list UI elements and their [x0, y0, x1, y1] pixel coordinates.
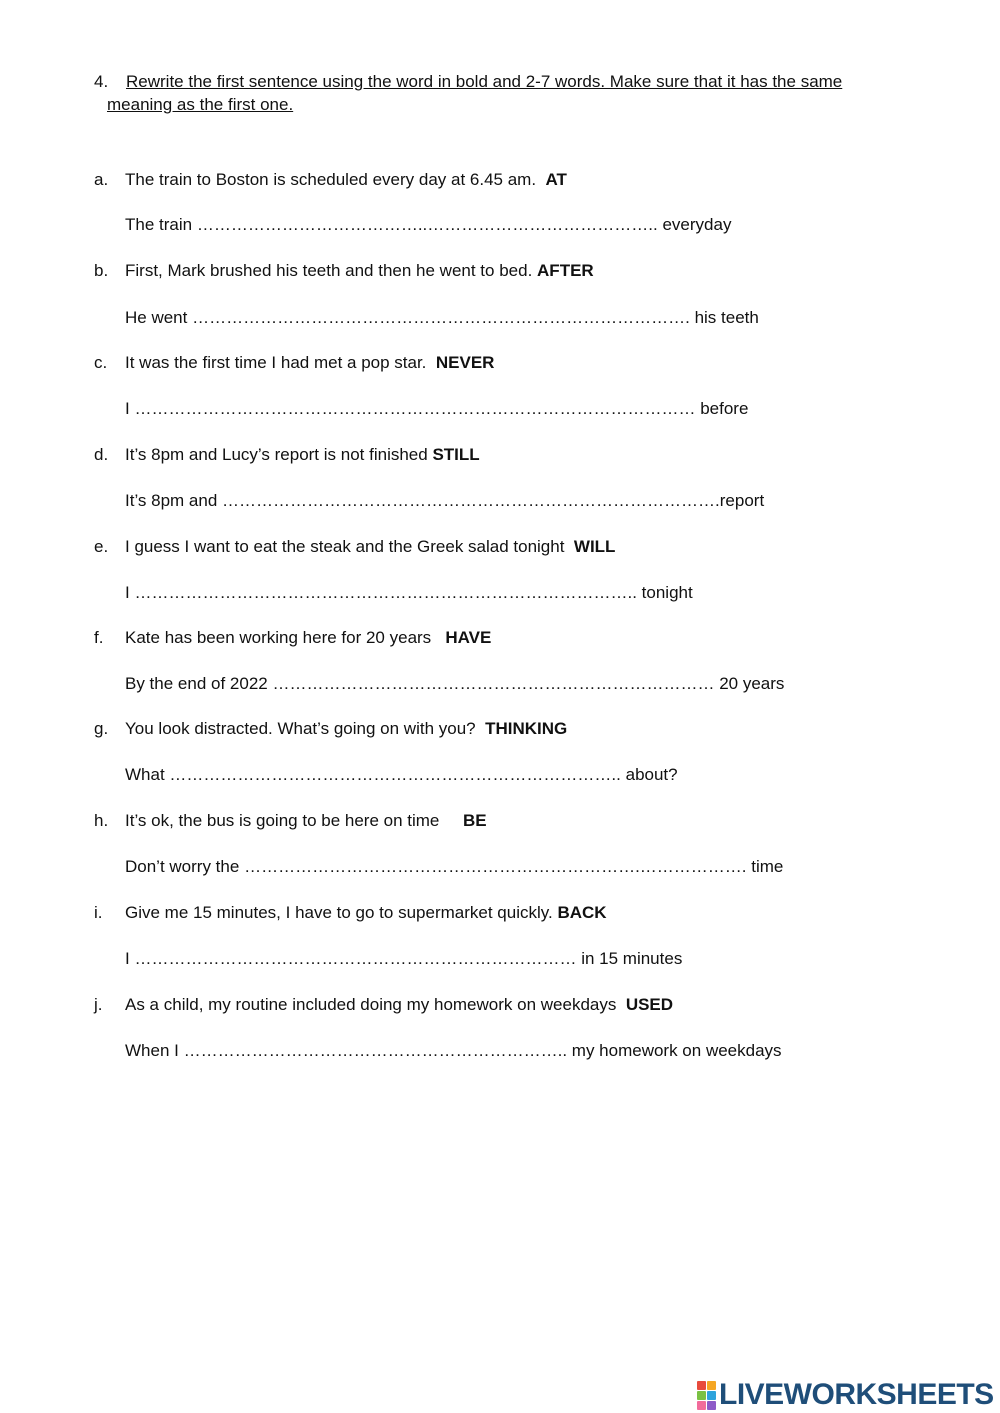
answer-line-a[interactable]: [125, 215, 731, 235]
question-sentence: I guess I want to eat the steak and the Greek salad tonight: [125, 537, 565, 556]
answer-end: my homework on weekdays: [571, 1041, 782, 1060]
answer-start: When I: [125, 1041, 179, 1060]
question-number: 4.: [94, 72, 109, 91]
keyword: BE: [463, 811, 487, 830]
answer-start: By the end of 2022: [125, 674, 268, 693]
question-letter: b.: [94, 261, 109, 280]
answer-blank[interactable]: ………………………………………………………………………………………: [134, 399, 696, 418]
keyword: BACK: [557, 903, 607, 922]
question-i: [94, 903, 894, 923]
answer-end: in 15 minutes: [581, 949, 683, 968]
keyword: AFTER: [537, 261, 594, 280]
question-letter: h.: [94, 811, 109, 830]
answer-line-c[interactable]: [125, 399, 748, 419]
answer-blank[interactable]: ……………………………………………………………………: [134, 949, 577, 968]
question-sentence: It’s ok, the bus is going to be here on time: [125, 811, 440, 830]
question-h: [94, 811, 894, 831]
logo-block: [707, 1381, 716, 1390]
keyword: HAVE: [445, 628, 492, 647]
answer-line-e[interactable]: [125, 583, 693, 603]
instruction-heading: [94, 70, 864, 116]
question-d: [94, 445, 894, 465]
question-sentence: First, Mark brushed his teeth and then he went to bed.: [125, 261, 533, 280]
logo-block: [707, 1401, 716, 1410]
answer-start: He went: [125, 308, 188, 327]
logo-block: [707, 1391, 716, 1400]
answer-end: report: [719, 491, 765, 510]
answer-line-i[interactable]: [125, 949, 682, 969]
question-sentence: It was the first time I had met a pop star.: [125, 353, 427, 372]
answer-blank[interactable]: ……………………………………………………………………..: [169, 765, 621, 784]
question-a: [94, 170, 894, 190]
question-sentence: Kate has been working here for 20 years: [125, 628, 432, 647]
answer-line-h[interactable]: [125, 857, 783, 877]
question-sentence: As a child, my routine included doing my homework on weekdays: [125, 995, 617, 1014]
question-b: [94, 261, 894, 281]
question-letter: e.: [94, 537, 109, 556]
answer-blank[interactable]: …………………………………………………………………………….: [192, 308, 690, 327]
question-e: [94, 537, 894, 557]
question-c: [94, 353, 894, 373]
answer-start: Don’t worry the: [125, 857, 240, 876]
answer-end: time: [751, 857, 784, 876]
liveworksheets-logo: [697, 1377, 994, 1413]
question-letter: f.: [94, 628, 104, 647]
answer-line-f[interactable]: [125, 674, 784, 694]
question-f: [94, 628, 894, 648]
logo-blocks-icon: [697, 1381, 716, 1410]
question-sentence: Give me 15 minutes, I have to go to supermarket quickly.: [125, 903, 553, 922]
answer-line-j[interactable]: [125, 1041, 782, 1061]
keyword: WILL: [573, 537, 616, 556]
instruction-text: Rewrite the first sentence using the word in bold and 2-7 words. Make sure that it has the same meaning as the first one.: [107, 72, 843, 114]
question-letter: j.: [94, 995, 103, 1014]
keyword: USED: [625, 995, 674, 1014]
logo-block: [697, 1381, 706, 1390]
answer-blank[interactable]: …………………………………..…………………………………..: [196, 215, 658, 234]
question-sentence: The train to Boston is scheduled every day at 6.45 am.: [125, 170, 537, 189]
logo-text: LIVEWORKSHEETS: [719, 1378, 994, 1411]
logo-block: [697, 1401, 706, 1410]
answer-start: I: [125, 583, 130, 602]
answer-blank[interactable]: …………………………………………………………..: [183, 1041, 568, 1060]
answer-line-b[interactable]: [125, 308, 759, 328]
answer-start: The train: [125, 215, 193, 234]
answer-blank[interactable]: ……………………………………………………………………: [272, 674, 715, 693]
question-letter: d.: [94, 445, 109, 464]
question-letter: a.: [94, 170, 109, 189]
answer-end: before: [700, 399, 749, 418]
question-sentence: You look distracted. What’s going on with you?: [125, 719, 476, 738]
logo-block: [697, 1391, 706, 1400]
keyword: THINKING: [485, 719, 568, 738]
answer-start: I: [125, 949, 130, 968]
answer-line-g[interactable]: [125, 765, 678, 785]
answer-blank[interactable]: ……………………………………………………………………………..: [134, 583, 637, 602]
answer-end: his teeth: [694, 308, 759, 327]
answer-start: What: [125, 765, 165, 784]
question-letter: i.: [94, 903, 103, 922]
keyword: AT: [545, 170, 567, 189]
answer-blank[interactable]: …………………………………………………………………………….: [222, 491, 720, 510]
answer-blank[interactable]: …………………………………………………………….……………….: [244, 857, 747, 876]
answer-start: It’s 8pm and: [125, 491, 218, 510]
question-letter: c.: [94, 353, 108, 372]
question-letter: g.: [94, 719, 109, 738]
keyword: STILL: [432, 445, 480, 464]
answer-end: about?: [625, 765, 678, 784]
question-g: [94, 719, 894, 739]
answer-end: everyday: [662, 215, 732, 234]
answer-end: tonight: [641, 583, 693, 602]
keyword: NEVER: [435, 353, 495, 372]
question-j: [94, 995, 894, 1015]
answer-start: I: [125, 399, 130, 418]
answer-line-d[interactable]: [125, 491, 764, 511]
answer-end: 20 years: [719, 674, 785, 693]
question-sentence: It’s 8pm and Lucy’s report is not finished: [125, 445, 428, 464]
